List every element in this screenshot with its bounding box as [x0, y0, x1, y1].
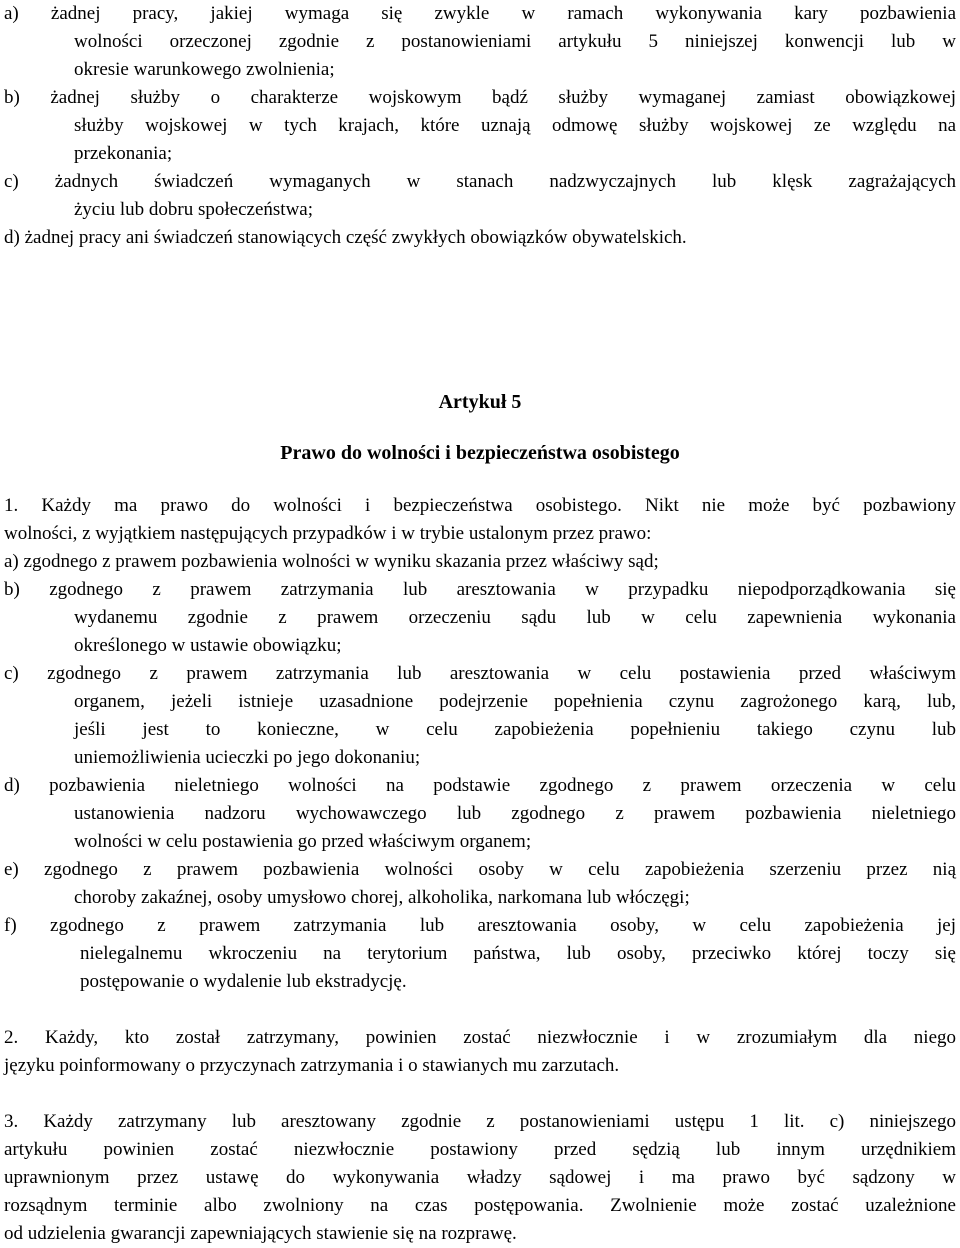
- article-number: Artykuł 5: [438, 391, 522, 413]
- text-line: 2. Każdy, kto został zatrzymany, powinien zostać niezwłocznie i w zrozumiałym dla niego: [4, 1027, 956, 1048]
- text-line: 3. Każdy zatrzymany lub aresztowany zgodnie z postanowieniami ustępu 1 lit. c) niniejszego: [4, 1111, 956, 1132]
- text-line: b) zgodnego z prawem zatrzymania lub aresztowania w przypadku niepodporządkowania się: [4, 579, 956, 600]
- text-line: a) żadnej pracy, jakiej wymaga się zwykle w ramach wykonywania kary pozbawienia: [4, 3, 956, 24]
- text-line: f) zgodnego z prawem zatrzymania lub aresztowania osoby, w celu zapobieżenia jej: [4, 915, 956, 936]
- text-line: od udzielenia gwarancji zapewniających stawienie się na rozprawę.: [4, 1223, 517, 1244]
- text-line: ustanowienia nadzoru wychowawczego lub zgodnego z prawem pozbawienia nieletniego: [74, 803, 956, 824]
- text-line: rozsądnym terminie albo zwolniony na czas postępowania. Zwolnienie może zostać uzależnione: [4, 1195, 956, 1216]
- list-item-a: a) zgodnego z prawem pozbawienia wolności w wyniku skazania przez właściwy sąd;: [4, 551, 659, 572]
- text-line: artykułu powinien zostać niezwłocznie postawiony przed sędzią lub innym urzędnikiem: [4, 1139, 956, 1160]
- text-line: b) żadnej służby o charakterze wojskowym bądź służby wymaganej zamiast obowiązkowej: [4, 87, 956, 108]
- text-line: wolności, z wyjątkiem następujących przypadków i w trybie ustalonym przez prawo:: [4, 523, 652, 544]
- text-line: organem, jeżeli istnieje uzasadnione podejrzenie popełnienia czynu zagrożonego karą, lub,: [74, 691, 956, 712]
- article-title: Prawo do wolności i bezpieczeństwa osobistego: [280, 442, 680, 464]
- text-line: wolności w celu postawienia go przed właściwym organem;: [74, 831, 532, 852]
- text-line: wydanemu zgodnie z prawem orzeczeniu sądu lub w celu zapewnienia wykonania: [74, 607, 956, 628]
- text-line: przekonania;: [74, 143, 173, 164]
- text-line: języku poinformowany o przyczynach zatrzymania i o stawianych mu zarzutach.: [4, 1055, 620, 1076]
- text-line: jeśli jest to konieczne, w celu zapobieżenia popełnieniu takiego czynu lub: [74, 719, 956, 740]
- text-line: nielegalnemu wkroczeniu na terytorium państwa, lub osoby, przeciwko której toczy się: [80, 943, 956, 964]
- text-line: okresie warunkowego zwolnienia;: [74, 59, 335, 80]
- text-line: uniemożliwienia ucieczki po jego dokonaniu;: [74, 747, 421, 768]
- text-line: c) żadnych świadczeń wymaganych w stanach nadzwyczajnych lub klęsk zagrażających: [4, 171, 956, 192]
- text-line: e) zgodnego z prawem pozbawienia wolności osoby w celu zapobieżenia szerzeniu przez nią: [4, 859, 956, 880]
- text-line: służby wojskowej w tych krajach, które uznają odmowę służby wojskowej ze względu na: [74, 115, 956, 136]
- text-line: określonego w ustawie obowiązku;: [74, 635, 342, 656]
- text-line: życiu lub dobru społeczeństwa;: [74, 199, 314, 220]
- text-line: choroby zakaźnej, osoby umysłowo chorej, alkoholika, narkomana lub włóczęgi;: [74, 887, 690, 908]
- text-line: postępowanie o wydalenie lub ekstradycję.: [80, 971, 407, 992]
- text-line: d) pozbawienia nieletniego wolności na podstawie zgodnego z prawem orzeczenia w celu: [4, 775, 956, 796]
- text-line: d) żadnej pracy ani świadczeń stanowiących część zwykłych obowiązków obywatelskich.: [4, 227, 687, 248]
- text-line: c) zgodnego z prawem zatrzymania lub aresztowania w celu postawienia przed właściwym: [4, 663, 956, 684]
- text-line: wolności orzeczonej zgodnie z postanowieniami artykułu 5 niniejszej konwencji lub w: [74, 31, 956, 52]
- text-line: 1. Każdy ma prawo do wolności i bezpieczeństwa osobistego. Nikt nie może być pozbawiony: [4, 495, 956, 516]
- text-line: uprawnionym przez ustawę do wykonywania władzy sądowej i ma prawo być sądzony w: [4, 1167, 956, 1188]
